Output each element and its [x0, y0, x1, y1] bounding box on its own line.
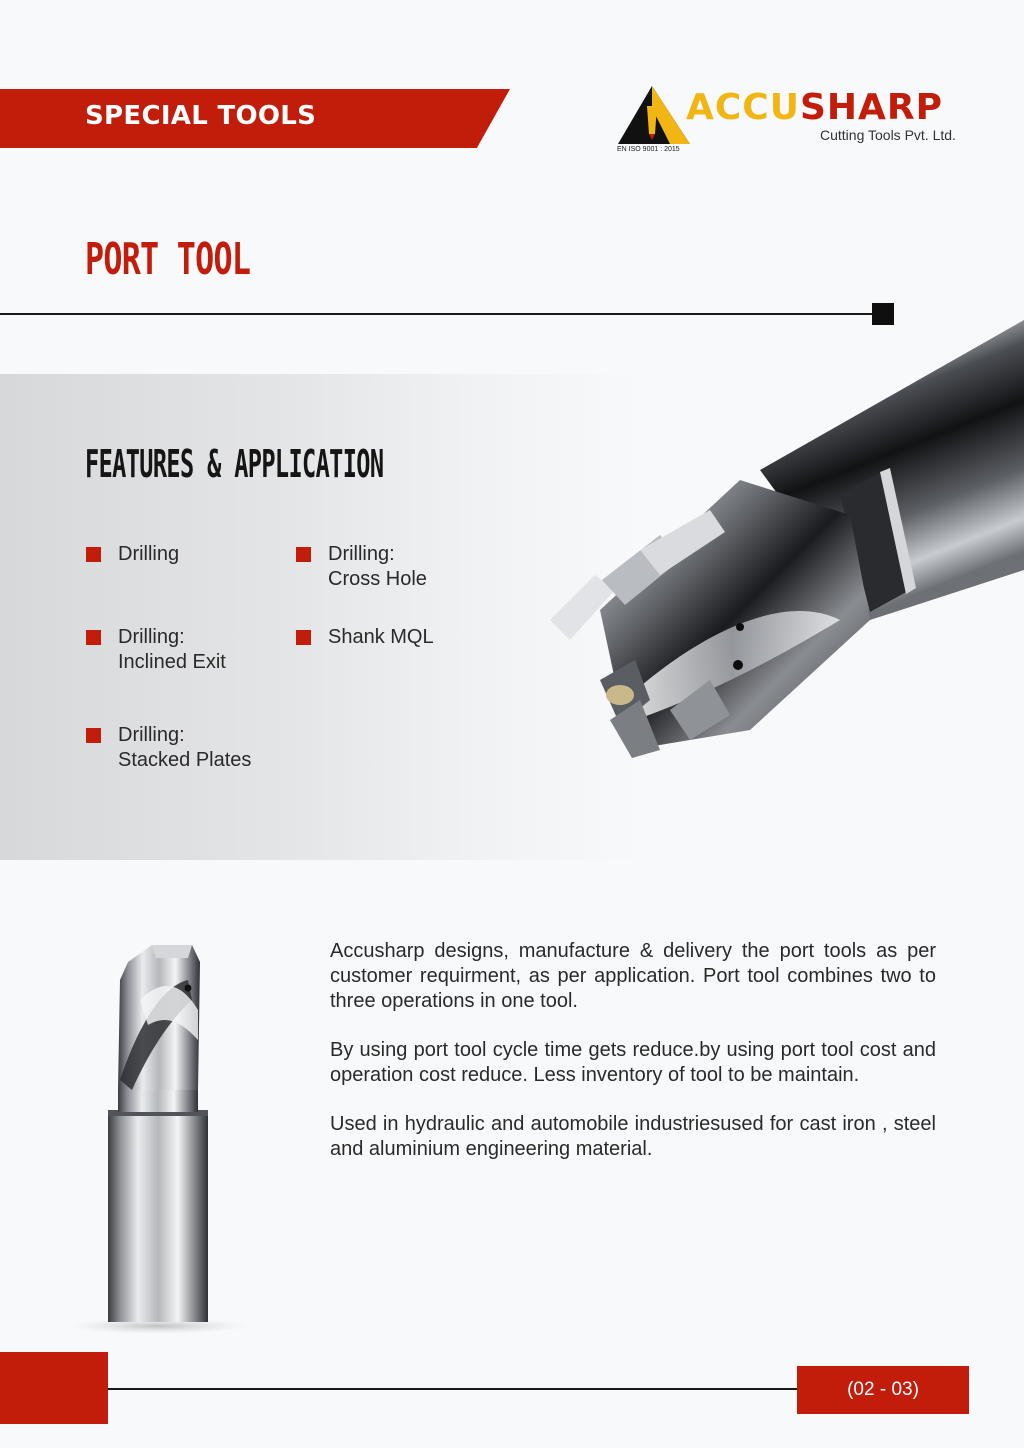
section-label: SPECIAL TOOLS	[85, 101, 317, 131]
description-block	[330, 939, 936, 1186]
feature-line2: Stacked Plates	[118, 749, 252, 771]
feature-item	[328, 625, 434, 650]
page-number-badge	[797, 1366, 969, 1414]
description-paragraph: Accusharp designs, manufacture & delivery the port tools as per customer requirment, as per application. Port tool combines two to three operations in one tool.	[330, 940, 936, 1012]
bullet-square-icon	[86, 728, 101, 743]
port-tool-side-photo	[70, 940, 260, 1340]
description-paragraph: By using port tool cycle time gets reduce.by using port tool cost and operation cost reduce. Less inventory of tool to be maintain.	[330, 1039, 936, 1086]
feature-line1: Drilling	[118, 543, 180, 565]
logo-word-accu: ACCU	[686, 87, 800, 128]
description-paragraph: Used in hydraulic and automobile industriesused for cast iron , steel and aluminium engineering material.	[330, 1113, 936, 1160]
logo-subtitle: Cutting Tools Pvt. Ltd.	[820, 127, 956, 143]
feature-line1: Drilling:	[118, 626, 185, 648]
feature-item	[118, 723, 251, 773]
bullet-square-icon	[86, 547, 101, 562]
port-tool-photo	[540, 320, 1024, 770]
feature-item	[118, 625, 226, 675]
footer-accent-block	[0, 1352, 108, 1424]
logo-triangle-icon	[614, 84, 694, 146]
company-logo	[614, 84, 984, 160]
features-heading: FEATURES & APPLICATION	[85, 442, 384, 486]
footer-divider	[108, 1388, 800, 1390]
feature-line2: Inclined Exit	[118, 651, 226, 673]
logo-wordmark	[686, 88, 943, 128]
bullet-square-icon	[296, 630, 311, 645]
feature-line1: Drilling:	[118, 724, 185, 746]
feature-line1: Drilling:	[328, 543, 395, 565]
feature-item	[118, 542, 179, 567]
page-number: (02 - 03)	[847, 1379, 919, 1400]
bullet-square-icon	[86, 630, 101, 645]
feature-line2: Cross Hole	[328, 568, 427, 590]
feature-line1: Shank MQL	[328, 626, 434, 648]
logo-word-sharp: SHARP	[799, 87, 943, 128]
title-divider	[0, 313, 880, 315]
iso-certification: EN ISO 9001 : 2015	[617, 146, 680, 153]
bullet-square-icon	[296, 547, 311, 562]
page-title: PORT TOOL	[85, 234, 251, 285]
feature-item	[328, 542, 427, 592]
